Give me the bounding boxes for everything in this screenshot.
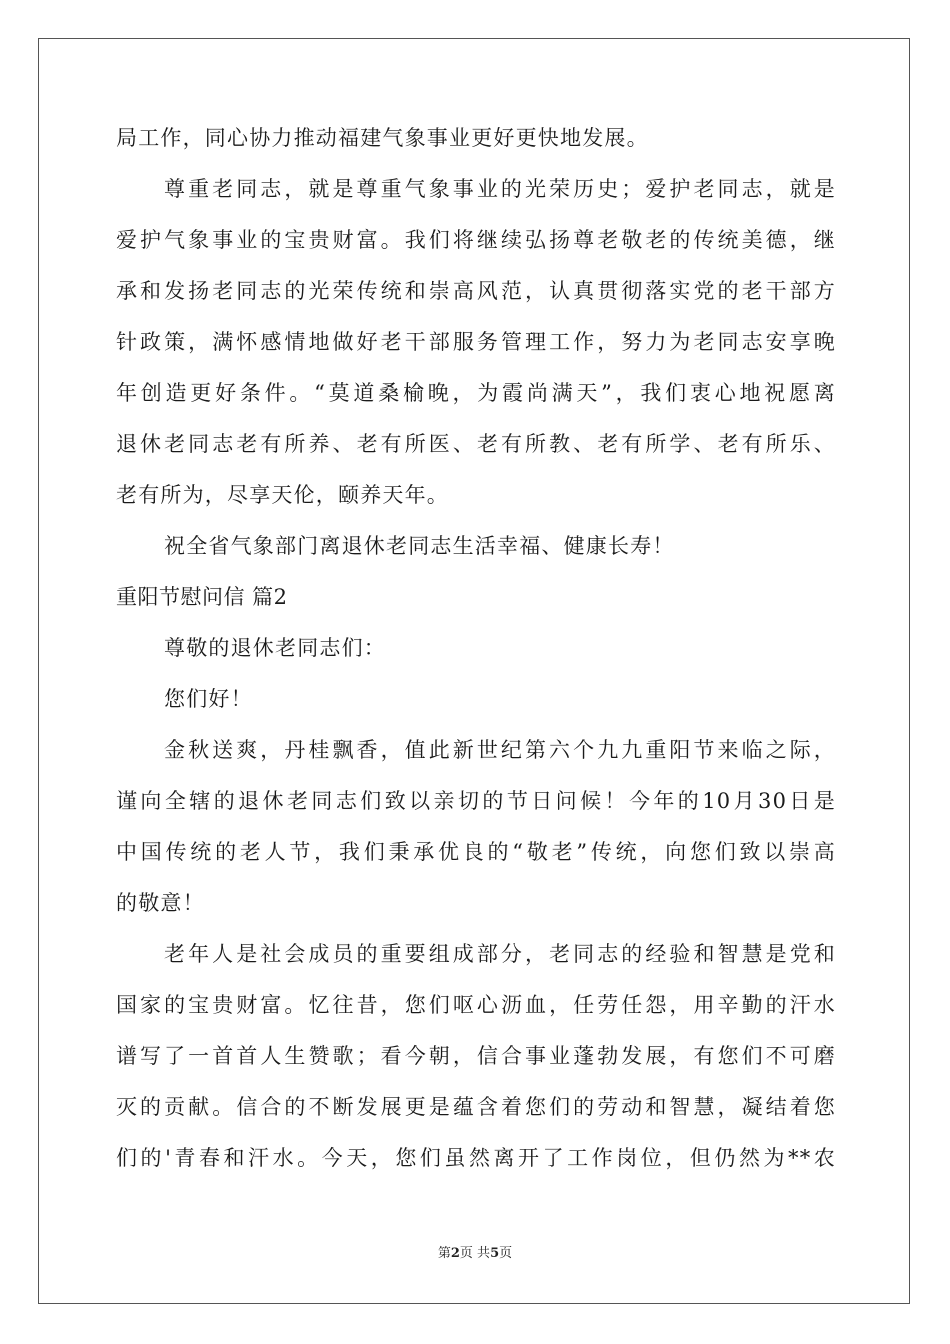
- paragraph-line: 年创造更好条件。“莫道桑榆晚，为霞尚满天”，我们衷心地祝愿离: [116, 381, 836, 405]
- section-heading: 重阳节慰问信 篇2: [116, 585, 288, 609]
- paragraph-line: 针政策，满怀感情地做好老干部服务管理工作，努力为老同志安享晚: [116, 330, 836, 354]
- paragraph-line: 们的'青春和汗水。今天，您们虽然离开了工作岗位，但仍然为**农: [116, 1146, 836, 1170]
- paragraph-line: 老年人是社会成员的重要组成部分，老同志的经验和智慧是党和: [164, 942, 836, 966]
- paragraph-line: 老有所为，尽享天伦，颐养天年。: [116, 483, 449, 507]
- paragraph-line: 尊重老同志，就是尊重气象事业的光荣历史；爱护老同志，就是: [164, 177, 836, 201]
- salutation: 尊敬的退休老同志们：: [164, 636, 386, 660]
- paragraph-line: 灭的贡献。信合的不断发展更是蕴含着您们的劳动和智慧，凝结着您: [116, 1095, 836, 1119]
- paragraph-line: 局工作，同心协力推动福建气象事业更好更快地发展。: [116, 126, 649, 150]
- paragraph-line: 祝全省气象部门离退休老同志生活幸福、健康长寿！: [164, 534, 675, 558]
- paragraph-line: 承和发扬老同志的光荣传统和崇高风范，认真贯彻落实党的老干部方: [116, 279, 836, 303]
- paragraph-line: 金秋送爽，丹桂飘香，值此新世纪第六个九九重阳节来临之际，: [164, 738, 836, 762]
- paragraph-line: 中国传统的老人节，我们秉承优良的“敬老”传统，向您们致以崇高: [116, 840, 836, 864]
- total-pages-number: 5: [490, 1246, 500, 1261]
- current-page-number: 2: [450, 1246, 460, 1261]
- paragraph-line: 国家的宝贵财富。忆往昔，您们呕心沥血，任劳任怨，用辛勤的汗水: [116, 993, 836, 1017]
- paragraph-line: 谨向全辖的退休老同志们致以亲切的节日问候！今年的10月30日是: [116, 789, 836, 813]
- footer-suffix: 页: [499, 1246, 513, 1261]
- paragraph-line: 的敬意！: [116, 891, 205, 915]
- document-body: [116, 122, 836, 1174]
- page-footer: [0, 1245, 950, 1263]
- paragraph-line: 爱护气象事业的宝贵财富。我们将继续弘扬尊老敬老的传统美德，继: [116, 228, 836, 252]
- footer-middle: 页 共: [459, 1246, 491, 1261]
- paragraph-line: 退休老同志老有所养、老有所医、老有所教、老有所学、老有所乐、: [116, 432, 836, 456]
- greeting: 您们好！: [164, 687, 253, 711]
- paragraph-line: 谱写了一首首人生赞歌；看今朝，信合事业蓬勃发展，有您们不可磨: [116, 1044, 836, 1068]
- footer-prefix: 第: [437, 1246, 451, 1261]
